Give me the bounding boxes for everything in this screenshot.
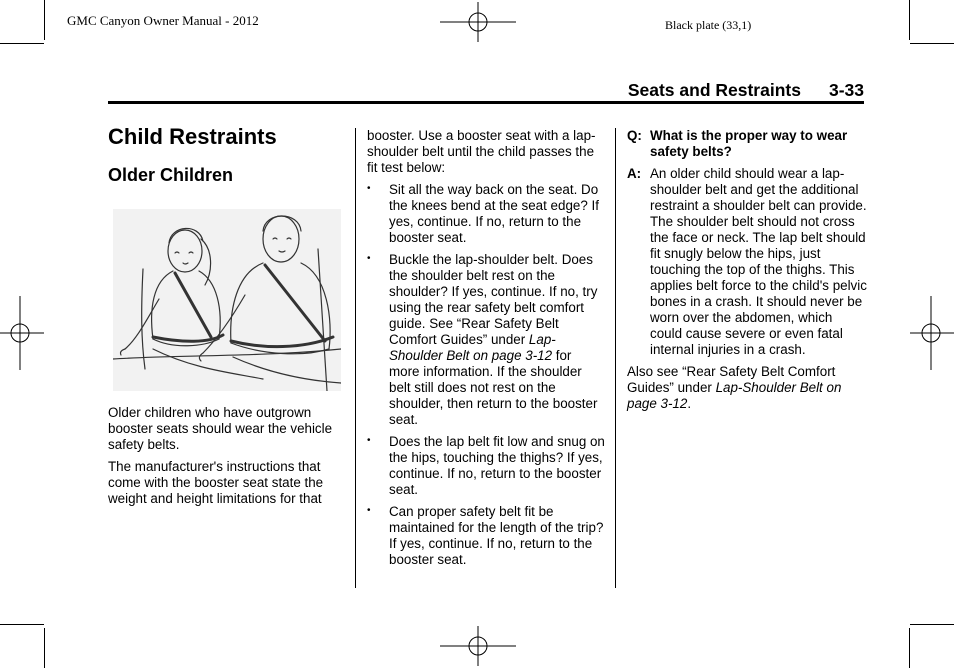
registration-mark-right-icon — [910, 296, 954, 370]
column-1 — [108, 405, 348, 513]
paragraph: The manufacturer's instructions that come with the booster seat state the weight and height limitations for that — [108, 459, 324, 506]
page-title: Child Restraints — [108, 124, 277, 149]
column-divider — [355, 128, 356, 588]
section-subtitle: Older Children — [108, 165, 234, 185]
bullet-icon: • — [367, 435, 371, 446]
registration-mark-left-icon — [0, 296, 44, 370]
answer-label: A: — [627, 166, 642, 181]
children-in-safety-belts-illustration — [113, 209, 341, 391]
question-label: Q: — [627, 128, 642, 143]
header-rule — [108, 101, 864, 104]
paragraph: Older children who have outgrown booster seats should wear the vehicle safety belts. — [108, 405, 333, 452]
registration-mark-top-icon — [440, 2, 516, 42]
paragraph: booster. Use a booster seat with a lap-shoulder belt until the child passes the fit test below: — [367, 128, 596, 175]
column-divider — [615, 128, 616, 588]
cross-reference: Lap-Shoulder Belt on page 3-12 — [627, 380, 842, 411]
question — [627, 128, 867, 160]
bullet-item — [367, 434, 605, 498]
plate-label: Black plate (33,1) — [665, 18, 752, 32]
bullet-item — [367, 252, 605, 428]
paragraph — [627, 364, 867, 412]
bullet-item — [367, 504, 605, 568]
running-header — [560, 80, 864, 101]
cross-reference: Lap-Shoulder Belt on page 3-12 — [389, 332, 556, 363]
column-3 — [627, 128, 867, 418]
column-2 — [367, 128, 605, 574]
paragraph-text: . — [687, 396, 692, 411]
bullet-icon: • — [367, 505, 371, 516]
bullet-text: Does the lap belt fit low and snug on the hips, touching the thighs? If yes, continue. If no, return to the booster seat. — [389, 434, 605, 497]
answer — [627, 166, 867, 358]
bullet-item — [367, 182, 605, 246]
registration-mark-bottom-icon — [440, 626, 516, 666]
bullet-icon: • — [367, 253, 371, 264]
bullet-icon: • — [367, 183, 371, 194]
manual-title: GMC Canyon Owner Manual - 2012 — [67, 13, 259, 28]
section-name: Seats and Restraints — [627, 80, 801, 100]
bullet-text: Buckle the lap-shoulder belt. Does the shoulder belt rest on the shoulder? If yes, continue. If no, try using the rear safety belt comfort guide. See “Rear Safety Belt Comfort Guides” under — [389, 252, 598, 347]
answer-text: An older child should wear a lap-shoulder belt and get the additional restraint a shoulder belt can provide. The shoulder belt should not cross the face or neck. The lap belt should fit snugly below the hips, just touching the top of the thighs. This applies belt force to the child's pelvic bones in a crash. It should never be worn over the abdomen, which could cause severe or even fatal internal injuries in a crash. — [650, 166, 867, 357]
question-text: What is the proper way to wear safety belts? — [650, 128, 848, 159]
page-number: 3-33 — [828, 80, 864, 100]
paragraph-text: Also see “Rear Safety Belt Comfort Guides” under — [627, 364, 836, 395]
bullet-text: Sit all the way back on the seat. Do the knees bend at the seat edge? If yes, continue. If no, return to the booster seat. — [389, 182, 599, 245]
bullet-text: for more information. If the shoulder belt still does not rest on the shoulder, then return to the booster seat. — [389, 348, 598, 427]
bullet-text: Can proper safety belt fit be maintained for the length of the trip? If yes, continue. If no, return to the booster seat. — [389, 504, 604, 567]
